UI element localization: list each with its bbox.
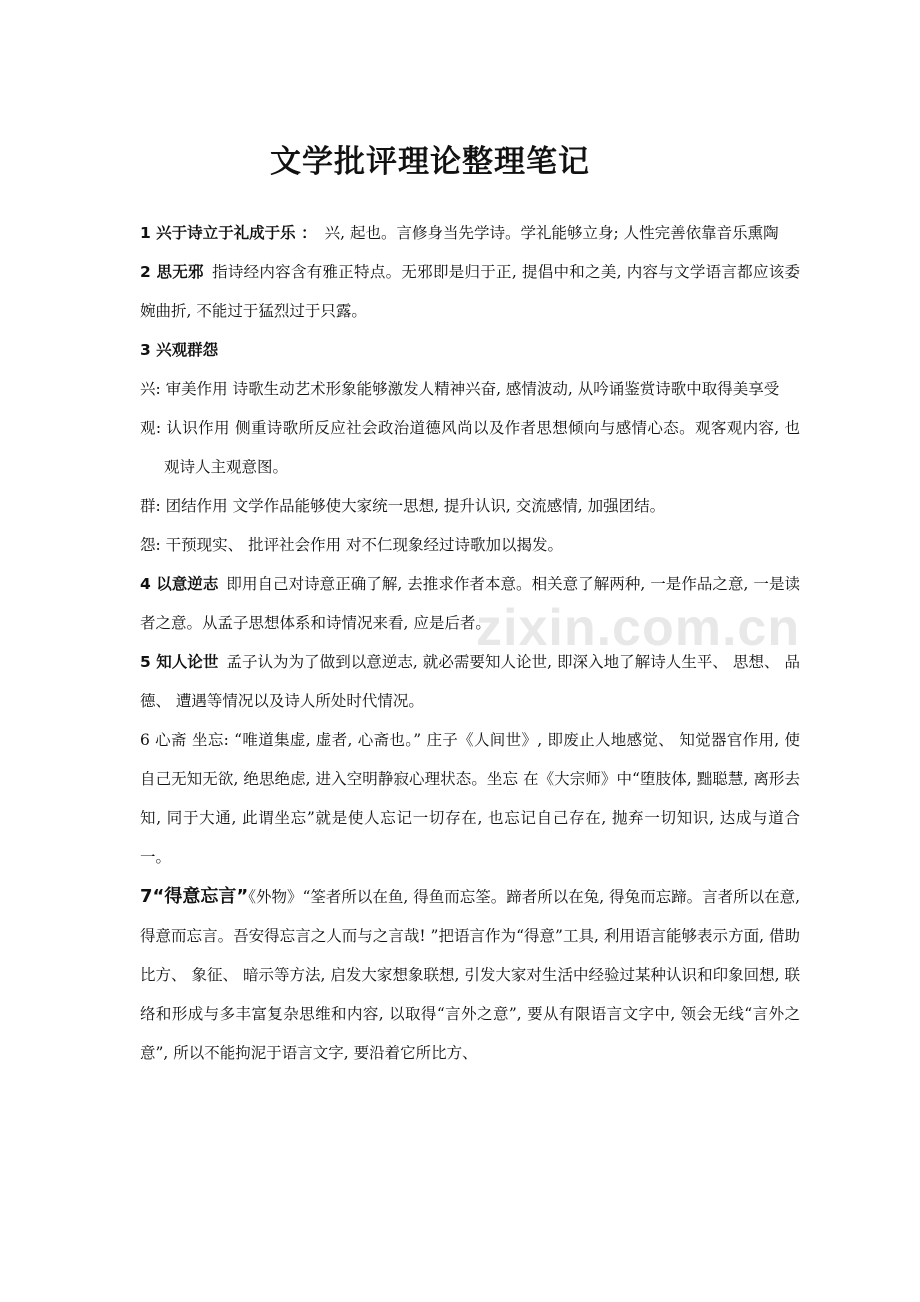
paragraph-4-text: 即用自己对诗意正确了解, 去推求作者本意。相关意了解两种, 一是作品之意, 一是读者之意。从孟子思想体系和诗情况来看, 应是后者。: [140, 575, 800, 632]
paragraph-5: [140, 643, 800, 721]
paragraph-yuan: [140, 526, 800, 565]
paragraph-1-text: 兴, 起也。言修身当先学诗。学礼能够立身; 人性完善依靠音乐熏陶: [324, 224, 779, 242]
heading-4: 4 以意逆志: [140, 575, 219, 593]
paragraph-2-text: 指诗经内容含有雅正特点。无邪即是归于正, 提倡中和之美, 内容与文学语言都应该委婉曲折, 不能过于猛烈过于只露。: [140, 263, 800, 320]
paragraph-1: [140, 214, 800, 253]
heading-2: 2 思无邪: [140, 263, 204, 281]
paragraph-yuan-text: 怨: 干预现实、 批评社会作用 对不仁现象经过诗歌加以揭发。: [140, 536, 564, 554]
paragraph-4: [140, 565, 800, 643]
heading-5: 5 知人论世: [140, 653, 219, 671]
paragraph-6: [140, 721, 800, 877]
heading-3: 3 兴观群怨: [140, 341, 219, 359]
heading-7: 7“得意忘言”: [140, 886, 249, 907]
paragraph-7: [140, 877, 800, 1073]
paragraph-5-text: 孟子认为为了做到以意逆志, 就必需要知人论世, 即深入地了解诗人生平、 思想、 品德、 遭遇等情况以及诗人所处时代情况。: [140, 653, 800, 710]
paragraph-xing-text: 兴: 审美作用 诗歌生动艺术形象能够激发人精神兴奋, 感情波动, 从吟诵鉴赏诗歌中取得美享受: [140, 380, 780, 398]
paragraph-qun-text: 群: 团结作用 文学作品能够使大家统一思想, 提升认识, 交流感情, 加强团结。: [140, 497, 666, 515]
paragraph-3: [140, 331, 800, 370]
paragraph-qun: [140, 487, 800, 526]
paragraph-6-text: 6 心斋 坐忘: “唯道集虚, 虚者, 心斋也。” 庄子《人间世》, 即废止人地感觉、 知觉器官作用, 使自己无知无欲, 绝思绝虑, 进入空明静寂心理状态。坐忘 在《大宗师》中“堕肢体, 黜聪慧, 离形去知, 同于大通, 此谓坐忘”就是使人忘记一切存在, 也忘记自己存在, 抛弃一切知识, 达成与道合一。: [140, 731, 800, 866]
paragraph-guan: [140, 409, 800, 487]
paragraph-xing: [140, 370, 800, 409]
heading-1: 1 兴于诗立于礼成于乐 ：: [140, 224, 317, 242]
document-body: [140, 214, 800, 1073]
paragraph-guan-text: 观: 认识作用 侧重诗歌所反应社会政治道德风尚以及作者思想倾向与感情心态。观客观内容, 也观诗人主观意图。: [140, 419, 800, 476]
page-title: 文学批评理论整理笔记: [270, 144, 590, 180]
watermark: zixin.com.cn: [476, 599, 801, 657]
paragraph-2: [140, 253, 800, 331]
paragraph-7-text: 《外物》“筌者所以在鱼, 得鱼而忘筌。蹄者所以在兔, 得兔而忘蹄。言者所以在意, 得意而忘言。吾安得忘言之人而与之言哉! ”把语言作为“得意”工具, 利用语言能够表示方面, 借助比方、 象征、 暗示等方法, 启发大家想象联想, 引发大家对生活中经验过某种认识和印象回想, 联络和形成与多丰富复杂思维和内容, 以取得“言外之意”, 要从有限语言文字中, 领会无线“言外之意”, 所以不能拘泥于语言文字, 要沿着它所比方、: [140, 888, 800, 1062]
